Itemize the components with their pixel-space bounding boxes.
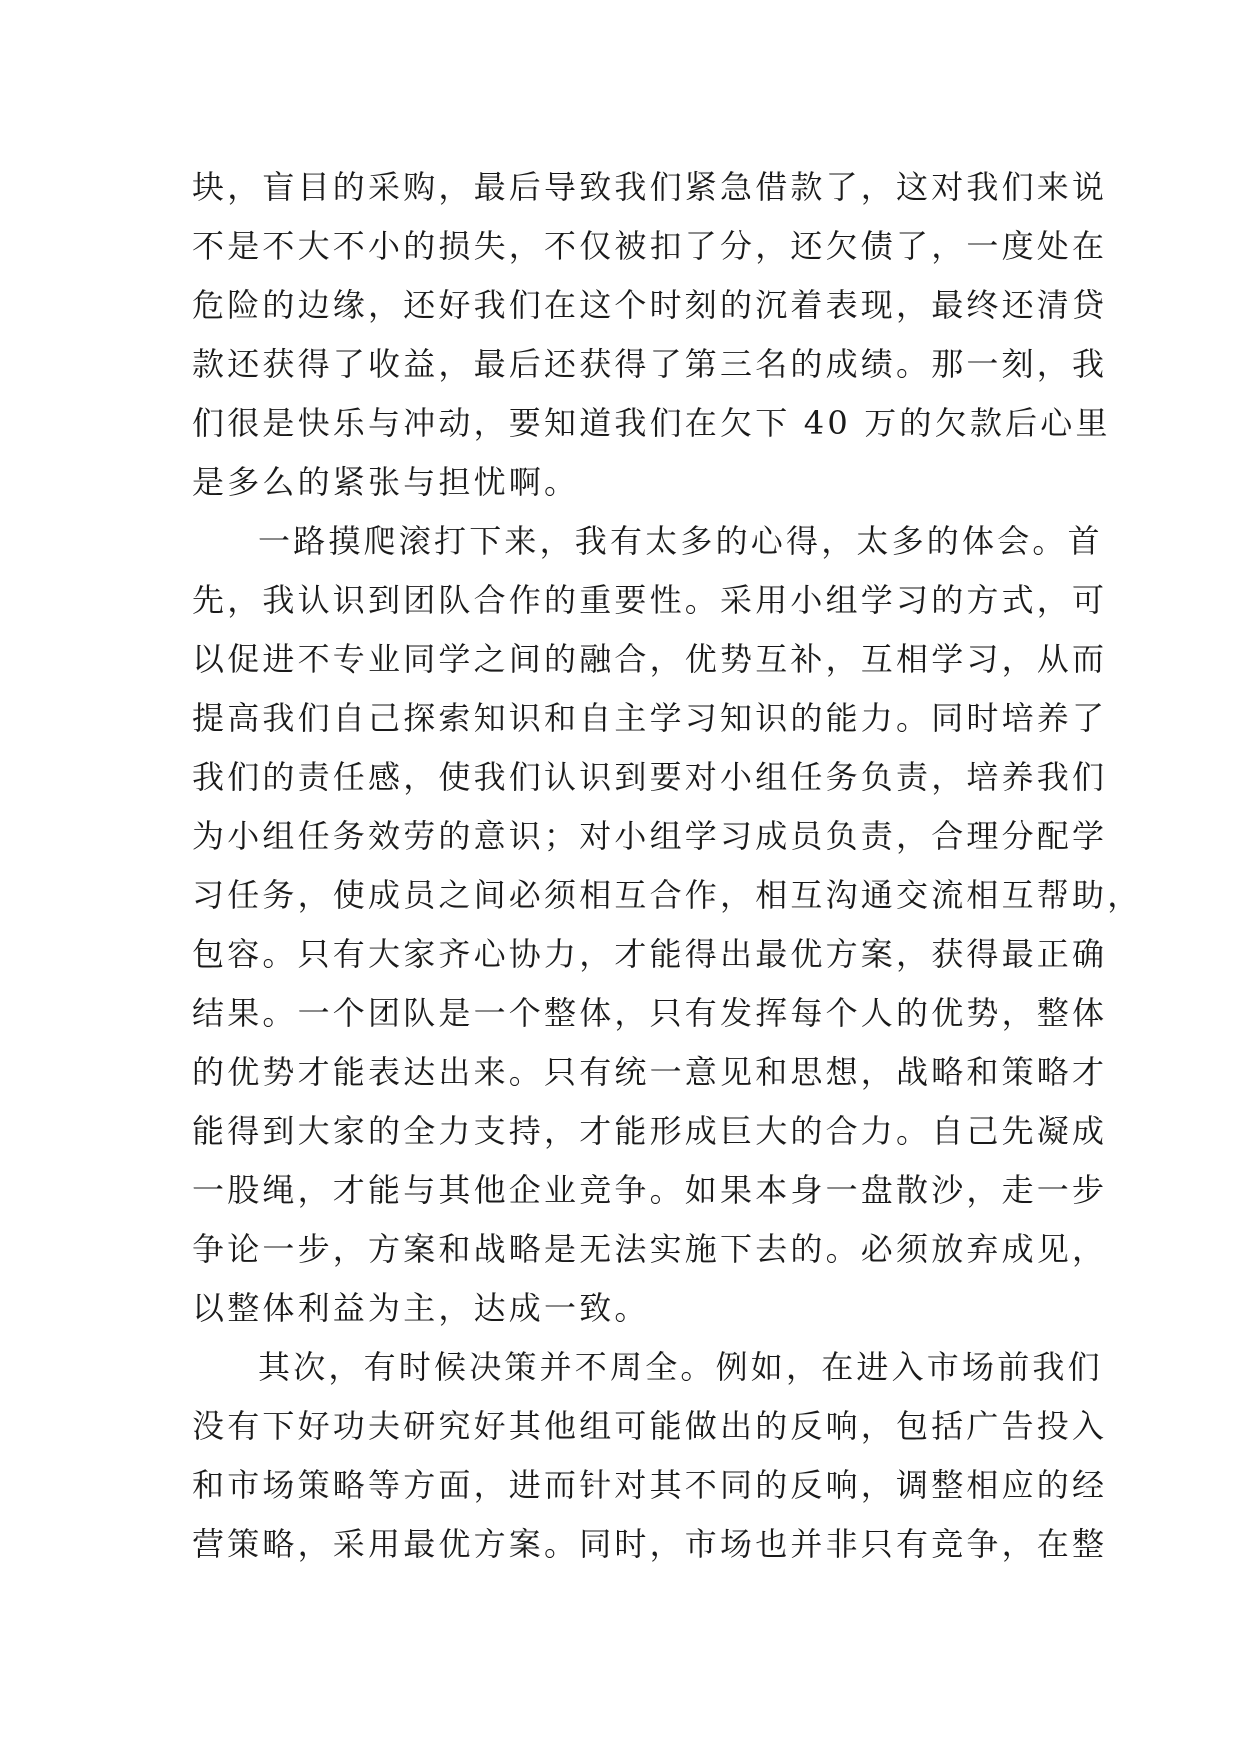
text-line: 习任务，使成员之间必须相互合作，相互沟通交流相互帮助， — [192, 876, 1143, 914]
text-line: 们很是快乐与冲动，要知道我们在欠下 40 万的欠款后心里 — [192, 404, 1111, 442]
body-text — [192, 158, 1143, 1574]
text-line: 不是不大不小的损失，不仅被扣了分，还欠债了，一度处在 — [192, 227, 1108, 265]
text-line: 一路摸爬滚打下来，我有太多的心得，太多的体会。首 — [258, 522, 1103, 560]
text-line: 为小组任务效劳的意识；对小组学习成员负责，合理分配学 — [192, 817, 1108, 855]
text-line: 能得到大家的全力支持，才能形成巨大的合力。自己先凝成 — [192, 1112, 1108, 1150]
text-line: 以整体利益为主，达成一致。 — [192, 1289, 650, 1327]
text-line: 先，我认识到团队合作的重要性。采用小组学习的方式，可 — [192, 581, 1108, 619]
text-line: 是多么的紧张与担忧啊。 — [192, 463, 580, 501]
text-line: 没有下好功夫研究好其他组可能做出的反响，包括广告投入 — [192, 1407, 1108, 1445]
paragraph — [192, 158, 1111, 512]
paragraph — [192, 512, 1143, 1338]
text-line: 争论一步，方案和战略是无法实施下去的。必须放弃成见， — [192, 1230, 1108, 1268]
text-line: 结果。一个团队是一个整体，只有发挥每个人的优势，整体 — [192, 994, 1108, 1032]
text-line: 危险的边缘，还好我们在这个时刻的沉着表现，最终还清贷 — [192, 286, 1108, 324]
text-line: 包容。只有大家齐心协力，才能得出最优方案，获得最正确 — [192, 935, 1108, 973]
text-line: 款还获得了收益，最后还获得了第三名的成绩。那一刻，我 — [192, 345, 1108, 383]
text-line: 一股绳，才能与其他企业竞争。如果本身一盘散沙，走一步 — [192, 1171, 1108, 1209]
text-line: 块，盲目的采购，最后导致我们紧急借款了，这对我们来说 — [192, 168, 1108, 206]
text-line: 其次，有时候决策并不周全。例如，在进入市场前我们 — [258, 1348, 1103, 1386]
paragraph — [192, 1338, 1108, 1574]
text-line: 和市场策略等方面，进而针对其不同的反响，调整相应的经 — [192, 1466, 1108, 1504]
text-line: 提高我们自己探索知识和自主学习知识的能力。同时培养了 — [192, 699, 1108, 737]
text-line: 的优势才能表达出来。只有统一意见和思想，战略和策略才 — [192, 1053, 1108, 1091]
text-line: 我们的责任感，使我们认识到要对小组任务负责，培养我们 — [192, 758, 1108, 796]
text-line: 营策略，采用最优方案。同时，市场也并非只有竞争，在整 — [192, 1525, 1108, 1563]
text-line: 以促进不专业同学之间的融合，优势互补，互相学习，从而 — [192, 640, 1108, 678]
